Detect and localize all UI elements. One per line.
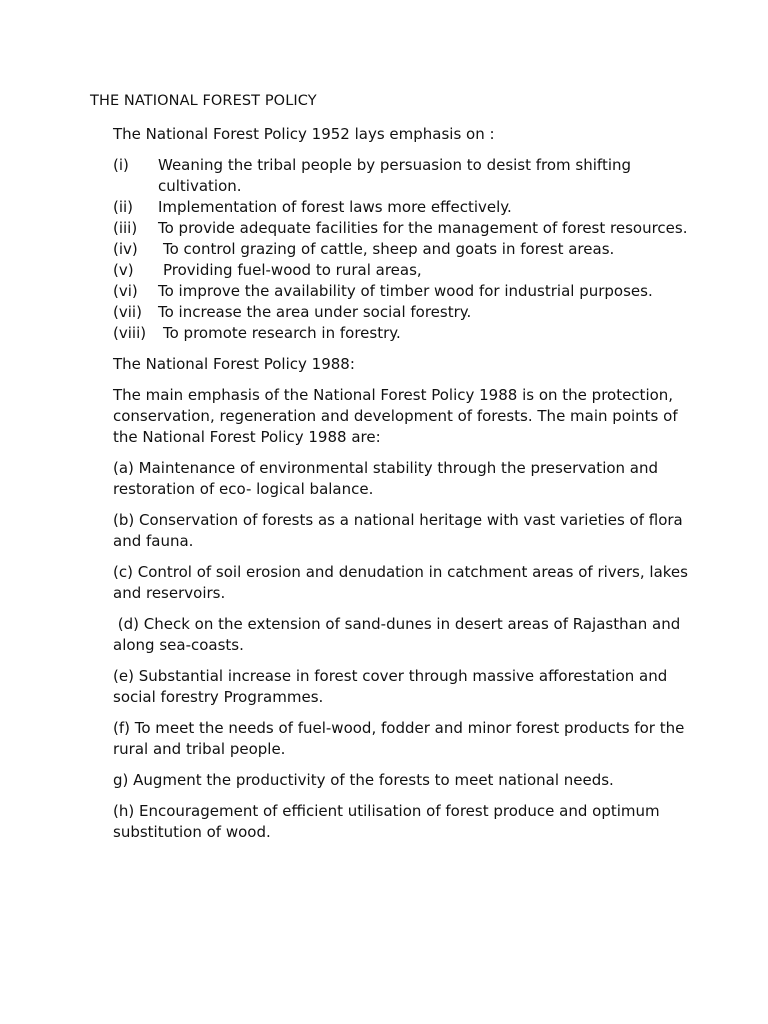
- policy-1988-point: (d) Check on the extension of sand-dunes in desert areas of Rajasthan and along sea-coasts.: [113, 615, 686, 654]
- document-body: [113, 124, 693, 853]
- list-item-text: To increase the area under social forestry.: [158, 303, 472, 321]
- policy-1988-point: (h) Encouragement of efficient utilisation of forest produce and optimum substitution of wood.: [113, 802, 660, 841]
- list-item: [113, 281, 693, 302]
- list-item-text: To provide adequate facilities for the management of forest resources.: [158, 219, 688, 237]
- list-item: [113, 302, 693, 323]
- policy-1988-point: (f) To meet the needs of fuel-wood, fodder and minor forest products for the rural and tribal people.: [113, 719, 685, 758]
- list-item-text: To control grazing of cattle, sheep and goats in forest areas.: [163, 240, 615, 258]
- policy-1988-heading: The National Forest Policy 1988:: [113, 355, 355, 373]
- list-item-text: Weaning the tribal people by persuasion to desist from shifting cultivation.: [158, 156, 632, 195]
- policy-1988-point: (a) Maintenance of environmental stability through the preservation and restoration of eco- logical balance.: [113, 459, 659, 498]
- list-item: [113, 197, 693, 218]
- policy-1988-intro: The main emphasis of the National Forest Policy 1988 is on the protection, conservation, regeneration and development of forests. The main points of the National Forest Policy 1988 are:: [113, 386, 678, 446]
- list-item: [113, 218, 693, 239]
- document-title: THE NATIONAL FOREST POLICY: [90, 93, 317, 109]
- list-item-text: To promote research in forestry.: [163, 324, 401, 342]
- list-item: [113, 155, 693, 197]
- list-item-number: (i): [113, 156, 129, 174]
- list-item-number: (v): [113, 261, 134, 279]
- list-item-text: To improve the availability of timber wood for industrial purposes.: [158, 282, 653, 300]
- policy-1988-point: g) Augment the productivity of the forests to meet national needs.: [113, 771, 614, 789]
- list-item: [113, 323, 693, 344]
- list-item-number: (iv): [113, 240, 138, 258]
- list-item-number: (vi): [113, 282, 138, 300]
- list-item-number: (viii): [113, 324, 147, 342]
- list-item-number: (iii): [113, 219, 138, 237]
- list-item-number: (ii): [113, 198, 134, 216]
- list-item-text: Providing fuel-wood to rural areas,: [163, 261, 422, 279]
- list-item: [113, 260, 693, 281]
- policy-1952-intro: The National Forest Policy 1952 lays emphasis on :: [113, 125, 495, 143]
- list-item: [113, 239, 693, 260]
- list-item-number: (vii): [113, 303, 142, 321]
- policy-1988-point: (e) Substantial increase in forest cover through massive afforestation and social forestry Programmes.: [113, 667, 668, 706]
- list-item-text: Implementation of forest laws more effectively.: [158, 198, 512, 216]
- policy-1988-point: (c) Control of soil erosion and denudation in catchment areas of rivers, lakes and reservoirs.: [113, 563, 688, 602]
- policy-1952-list: [113, 155, 693, 344]
- policy-1988-point: (b) Conservation of forests as a national heritage with vast varieties of flora and fauna.: [113, 511, 683, 550]
